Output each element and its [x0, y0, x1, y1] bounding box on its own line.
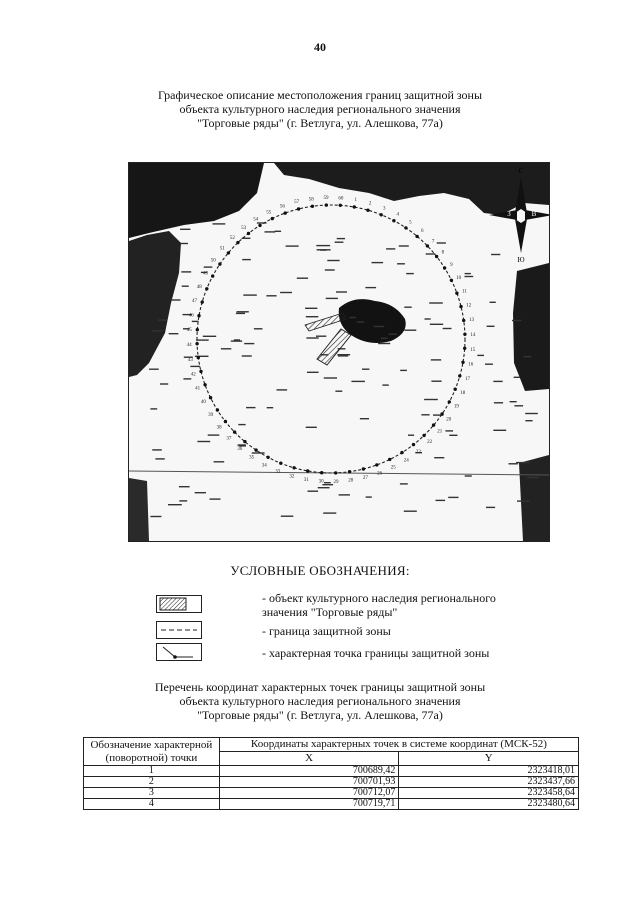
- page-number: 40: [314, 40, 326, 54]
- point-id-cell: 2: [84, 777, 220, 788]
- boundary-point: [233, 430, 236, 433]
- boundary-point: [412, 443, 415, 446]
- boundary-point-label: 8: [441, 250, 445, 256]
- legend-symbol-boundary: [156, 621, 202, 639]
- x-cell: 700712,07: [219, 788, 399, 799]
- boundary-point: [195, 342, 198, 345]
- y-cell: 2323418,01: [399, 766, 579, 777]
- coordinate-list-title: [100, 680, 540, 722]
- boundary-point-label: 59: [323, 196, 329, 202]
- boundary-point: [400, 451, 403, 454]
- boundary-point: [297, 207, 300, 210]
- point-swatch: [163, 647, 175, 657]
- boundary-point: [426, 244, 429, 247]
- boundary-point: [463, 347, 466, 350]
- boundary-point-label: 4: [396, 212, 399, 218]
- legend-symbol-heritage: [156, 595, 202, 613]
- boundary-point: [339, 204, 342, 207]
- boundary-point-label: 2: [368, 201, 372, 207]
- boundary-point: [205, 287, 208, 290]
- map-canvas: [129, 163, 549, 541]
- boundary-point-label: 3: [382, 206, 386, 212]
- boundary-point: [284, 211, 287, 214]
- boundary-point: [435, 255, 438, 258]
- boundary-point: [247, 232, 250, 235]
- boundary-point: [353, 205, 356, 208]
- title-line: Графическое описание местоположения границ защитной зоны: [157, 88, 483, 102]
- boundary-point-label: 47: [192, 298, 197, 304]
- boundary-point: [199, 370, 202, 373]
- point-id-cell: 4: [84, 799, 220, 810]
- boundary-point-label: 21: [437, 429, 443, 435]
- boundary-point: [415, 235, 418, 238]
- boundary-point-label: 40: [200, 400, 206, 406]
- compass-west-label: З: [507, 210, 511, 218]
- legend-line: значения "Торговые ряды": [262, 605, 398, 619]
- x-cell: 700701,93: [219, 777, 399, 788]
- table-row: [84, 777, 579, 788]
- legend-heading: УСЛОВНЫЕ ОБОЗНАЧЕНИЯ:: [230, 563, 410, 578]
- boundary-point-label: 48: [196, 284, 202, 290]
- boundary-point-label: 55: [266, 210, 272, 216]
- boundary-point: [196, 328, 199, 331]
- boundary-point-label: 52: [229, 235, 235, 241]
- boundary-point-label: 23: [415, 449, 421, 455]
- boundary-point-label: 25: [390, 465, 396, 471]
- boundary-point: [216, 408, 219, 411]
- boundary-point-label: 22: [427, 440, 433, 446]
- boundary-point-label: 38: [216, 425, 222, 431]
- boundary-point-label: 20: [446, 417, 452, 423]
- boundary-point-label: 30: [318, 479, 324, 485]
- boundary-point-label: 19: [453, 404, 459, 410]
- boundary-point: [311, 205, 314, 208]
- boundary-point: [366, 209, 369, 212]
- boundary-point-label: 56: [279, 204, 285, 210]
- boundary-point-label: 46: [188, 313, 194, 319]
- list-title-line: Перечень координат характерных точек границы защитной зоны: [154, 680, 486, 694]
- col-y-header: Y: [399, 752, 579, 766]
- boundary-point-label: 42: [190, 372, 196, 378]
- coordinates-table: [83, 737, 579, 810]
- boundary-point: [201, 300, 204, 303]
- compass-east-label: В: [531, 210, 537, 218]
- boundary-point: [388, 458, 391, 461]
- boundary-point: [458, 374, 461, 377]
- boundary-point: [443, 266, 446, 269]
- boundary-point: [306, 469, 309, 472]
- boundary-point: [422, 434, 425, 437]
- boundary-point-label: 57: [294, 200, 300, 206]
- boundary-point: [432, 423, 435, 426]
- boundary-point: [375, 463, 378, 466]
- dark-area: [513, 263, 549, 391]
- legend-symbol-point: [156, 643, 202, 661]
- boundary-point-label: 35: [249, 455, 255, 461]
- legend-line: - объект культурного наследия регионального: [262, 591, 496, 605]
- boundary-point: [211, 274, 214, 277]
- boundary-point-label: 13: [469, 318, 475, 324]
- boundary-point-label: 27: [362, 475, 368, 481]
- boundary-point-label: 60: [338, 196, 344, 202]
- boundary-point-label: 54: [253, 217, 259, 223]
- boundary-point: [197, 356, 200, 359]
- boundary-point: [334, 471, 337, 474]
- legend-item-point: [262, 646, 489, 660]
- document-title: [100, 88, 540, 130]
- boundary-point-label: 39: [208, 413, 214, 419]
- point-id-cell: 1: [84, 766, 220, 777]
- boundary-point-label: 11: [461, 289, 467, 295]
- boundary-point-label: 32: [289, 474, 295, 480]
- boundary-point-label: 44: [186, 343, 192, 348]
- boundary-point-label: 16: [468, 362, 474, 368]
- boundary-point: [218, 262, 221, 265]
- boundary-point-label: 49: [203, 271, 209, 277]
- boundary-point: [292, 466, 295, 469]
- y-cell: 2323458,64: [399, 788, 579, 799]
- boundary-point: [224, 420, 227, 423]
- boundary-point-label: 58: [308, 197, 314, 203]
- boundary-point-label: 24: [403, 458, 409, 464]
- boundary-point: [450, 279, 453, 282]
- boundary-point: [362, 467, 365, 470]
- boundary-point: [463, 333, 466, 336]
- col-coords-group-header: Координаты характерных точек в системе координат (МСК-52): [219, 738, 578, 752]
- boundary-point: [448, 400, 451, 403]
- boundary-point-label: 37: [226, 436, 232, 442]
- title-line: объекта культурного наследия регионального значения: [179, 102, 461, 116]
- boundary-point: [404, 226, 407, 229]
- boundary-map: [128, 162, 550, 542]
- dark-area: [519, 455, 549, 541]
- list-title-line: "Торговые ряды" (г. Ветлуга, ул. Алешкова, 77а): [197, 708, 443, 722]
- list-title-line: объекта культурного наследия регионального значения: [179, 694, 461, 708]
- boundary-point: [462, 319, 465, 322]
- compass-south-label: Ю: [517, 256, 525, 264]
- table-row: [84, 766, 579, 777]
- boundary-point-label: 14: [470, 333, 476, 338]
- boundary-point-label: 41: [195, 386, 201, 392]
- hatch-swatch: [160, 598, 186, 610]
- boundary-point-label: 9: [450, 262, 453, 268]
- boundary-point: [320, 471, 323, 474]
- boundary-point: [455, 292, 458, 295]
- boundary-point: [459, 305, 462, 308]
- boundary-point: [236, 241, 239, 244]
- boundary-point: [454, 388, 457, 391]
- y-cell: 2323437,66: [399, 777, 579, 788]
- boundary-point: [348, 470, 351, 473]
- boundary-point: [243, 440, 246, 443]
- boundary-point-label: 34: [261, 463, 267, 469]
- table-row: [84, 788, 579, 799]
- boundary-point-label: 33: [275, 469, 281, 475]
- boundary-point: [325, 203, 328, 206]
- boundary-point-label: 31: [303, 477, 309, 483]
- legend-item-boundary: [262, 624, 391, 638]
- x-cell: 700689,42: [219, 766, 399, 777]
- boundary-point-label: 12: [466, 303, 472, 309]
- legend-line: - граница защитной зоны: [262, 624, 391, 638]
- point-id-cell: 3: [84, 788, 220, 799]
- dark-area: [129, 478, 149, 541]
- boundary-point: [203, 383, 206, 386]
- boundary-point-label: 17: [465, 377, 470, 383]
- col-point-header: Обозначение характерной (поворотной) точки: [84, 738, 220, 766]
- table-row: [84, 799, 579, 810]
- legend-line: - характерная точка границы защитной зоны: [262, 646, 490, 660]
- boundary-point-label: 51: [219, 246, 225, 252]
- boundary-point: [266, 456, 269, 459]
- boundary-point-label: 43: [187, 357, 193, 363]
- title-line: "Торговые ряды" (г. Ветлуга, ул. Алешкова, 77а): [197, 116, 443, 130]
- boundary-point: [380, 213, 383, 216]
- boundary-point: [254, 448, 257, 451]
- boundary-point: [392, 219, 395, 222]
- boundary-point-label: 18: [460, 391, 466, 397]
- col-x-header: X: [219, 752, 399, 766]
- boundary-point: [461, 361, 464, 364]
- boundary-point-label: 53: [241, 226, 247, 232]
- boundary-point-label: 1: [354, 198, 357, 204]
- boundary-point: [258, 224, 261, 227]
- boundary-point-label: 28: [348, 478, 354, 484]
- boundary-point-label: 50: [210, 258, 216, 264]
- boundary-point: [197, 314, 200, 317]
- boundary-point: [279, 462, 282, 465]
- boundary-point-label: 7: [431, 239, 435, 245]
- boundary-point-label: 15: [470, 347, 476, 353]
- boundary-point-label: 5: [409, 220, 412, 226]
- boundary-point: [271, 217, 274, 220]
- y-cell: 2323480,64: [399, 799, 579, 810]
- boundary-point-label: 6: [421, 229, 424, 235]
- boundary-point: [227, 251, 230, 254]
- boundary-point-label: 29: [333, 479, 339, 485]
- boundary-point-label: 45: [186, 328, 192, 334]
- x-cell: 700719,71: [219, 799, 399, 810]
- boundary-point: [440, 412, 443, 415]
- boundary-point-label: 36: [237, 446, 243, 452]
- boundary-point: [209, 396, 212, 399]
- legend-item-heritage: [262, 591, 496, 619]
- boundary-point-label: 10: [456, 275, 462, 281]
- boundary-point-label: 26: [377, 471, 383, 477]
- compass-north-label: С: [518, 167, 524, 175]
